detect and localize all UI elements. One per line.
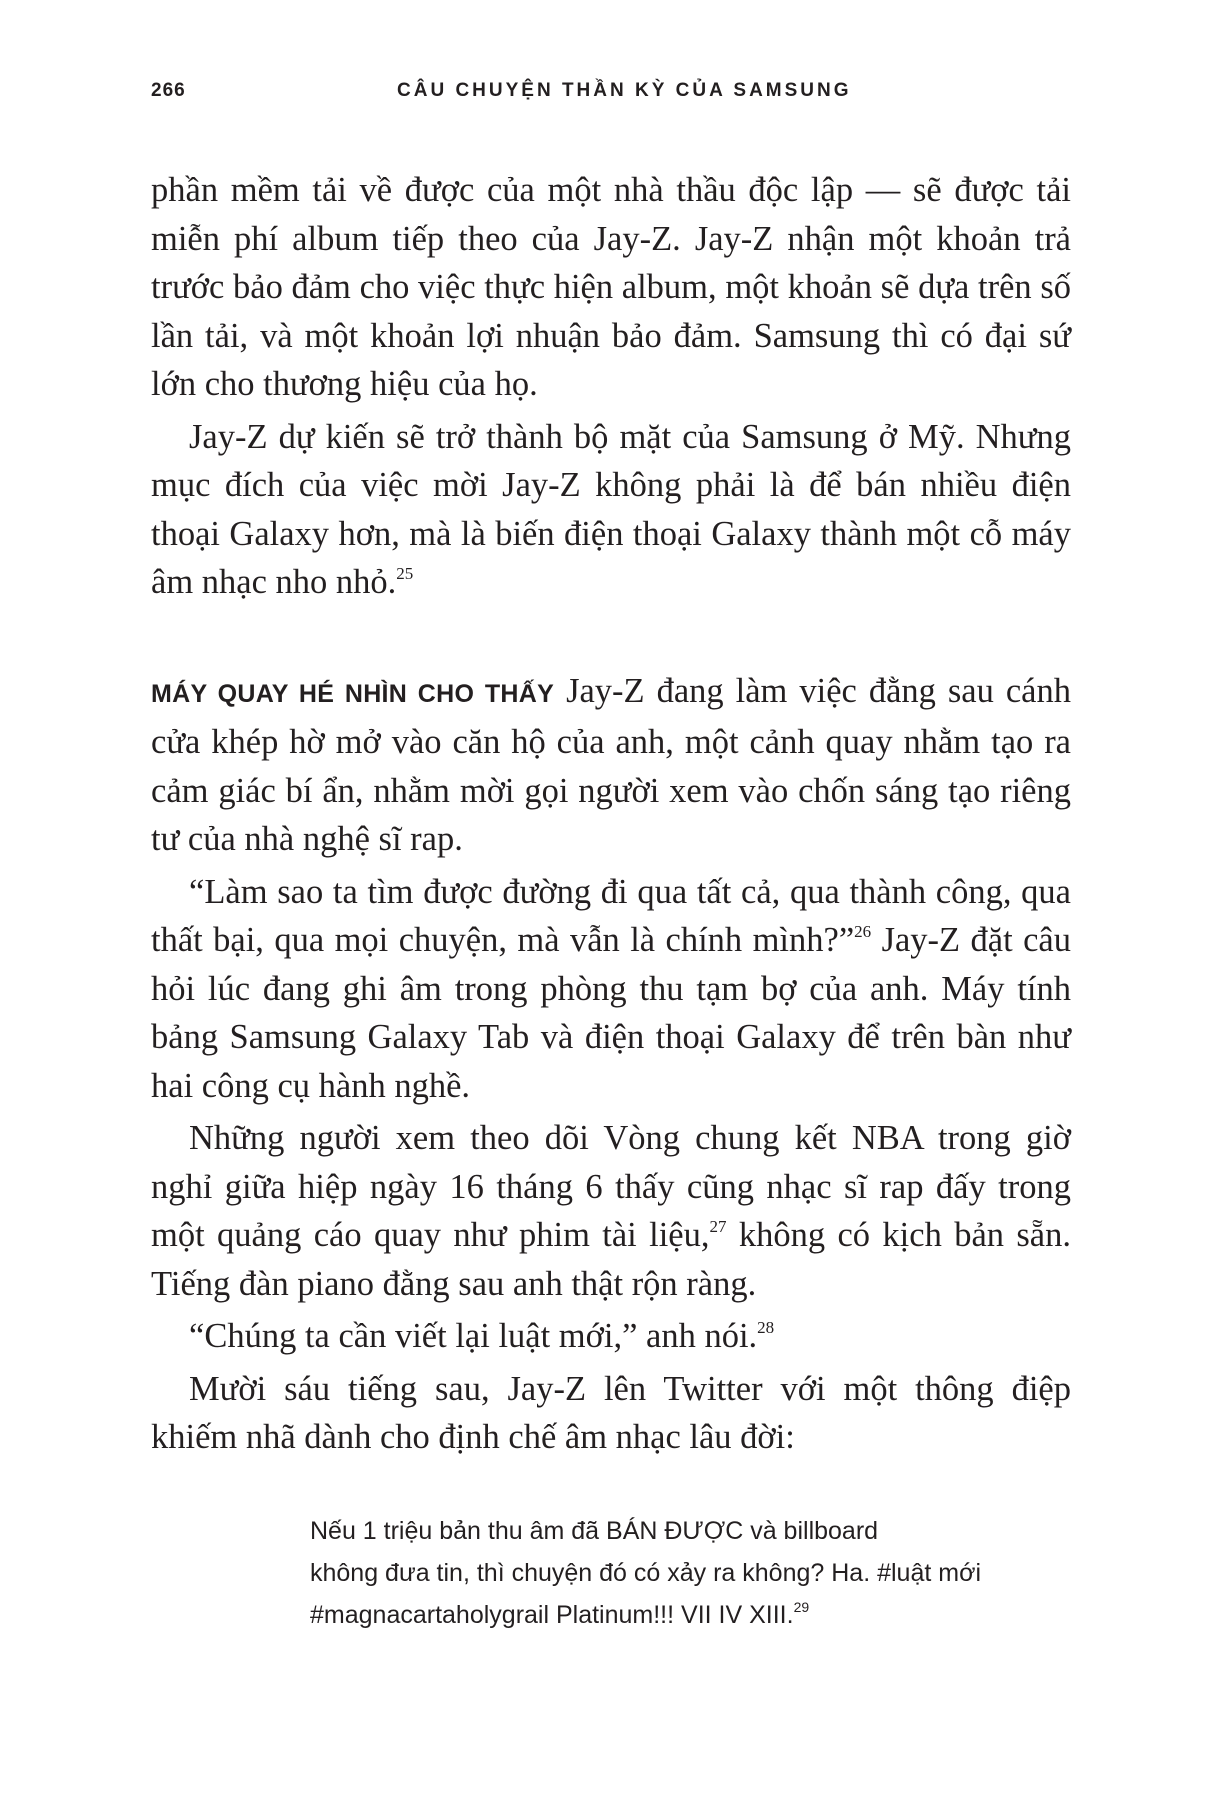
quote-line: Nếu 1 triệu bản thu âm đã BÁN ĐƯỢC và billboard xyxy=(310,1517,879,1545)
section-paragraph xyxy=(151,667,1071,864)
section-break xyxy=(151,611,1071,667)
body-text xyxy=(151,166,1071,1466)
paragraph-text: “Chúng ta cần viết lại luật mới,” anh nói. xyxy=(189,1317,758,1355)
footnote-marker: 28 xyxy=(757,1317,775,1337)
paragraph-text: “Làm sao ta tìm được đường đi qua tất cả, qua thành công, qua thất bại, qua mọi chuyện, mà vẫn là chính mình?” xyxy=(151,872,1071,959)
quote-line: không đưa tin, thì chuyện đó có xảy ra không? Ha. #luật mới xyxy=(310,1559,982,1587)
paragraph-text: Jay-Z đặt câu hỏi lúc đang ghi âm trong phòng thu tạm bợ của anh. Máy tính bảng Samsung Galaxy Tab và điện thoại Galaxy để trên bàn như hai công cụ hành nghề. xyxy=(151,921,1071,1105)
paragraph xyxy=(151,868,1071,1111)
paragraph xyxy=(151,1114,1071,1308)
footnote-marker: 27 xyxy=(709,1216,727,1236)
footnote-marker: 29 xyxy=(793,1598,810,1615)
tweet-quote xyxy=(310,1510,1050,1636)
section-lead-in: MÁY QUAY HÉ NHÌN CHO THẤY xyxy=(151,679,555,708)
paragraph-text: Jay-Z dự kiến sẽ trở thành bộ mặt của Samsung ở Mỹ. Nhưng mục đích của việc mời Jay-Z không phải là để bán nhiều điện thoại Galaxy hơn, mà là biến điện thoại Galaxy thành một cỗ máy âm nhạc nho nhỏ. xyxy=(151,417,1071,601)
paragraph-text: phần mềm tải về được của một nhà thầu độc lập — sẽ được tải miễn phí album tiếp theo của Jay-Z. Jay-Z nhận một khoản trả trước bảo đảm cho việc thực hiện album, một khoản sẽ dựa trên số lần tải, và một khoản lợi nhuận bảo đảm. Samsung thì có đại sứ lớn cho thương hiệu của họ. xyxy=(151,171,1071,403)
footnote-marker: 26 xyxy=(854,921,872,941)
paragraph xyxy=(151,413,1071,607)
paragraph xyxy=(151,1365,1071,1462)
running-title: CÂU CHUYỆN THẦN KỲ CỦA SAMSUNG xyxy=(397,80,852,101)
quote-text: #magnacartaholygrail Platinum!!! VII IV XIII. xyxy=(310,1601,794,1629)
paragraph-text: Jay-Z đang làm việc đằng sau cánh cửa khép hờ mở vào căn hộ của anh, một cảnh quay nhằm tạo ra cảm giác bí ẩn, nhằm mời gọi người xem vào chốn sáng tạo riêng tư của nhà nghệ sĩ rap. xyxy=(151,671,1071,858)
paragraph-continuation xyxy=(151,166,1071,409)
paragraph-text: Những người xem theo dõi Vòng chung kết NBA trong giờ nghỉ giữa hiệp ngày 16 tháng 6 thấy cũng nhạc sĩ rap đấy trong một quảng cáo quay như phim tài liệu, xyxy=(151,1119,1071,1254)
page-number: 266 xyxy=(151,80,186,101)
paragraph xyxy=(151,1312,1071,1361)
footnote-marker: 25 xyxy=(396,563,414,583)
page-header xyxy=(151,80,1071,110)
paragraph-text: không có kịch bản sẵn. Tiếng đàn piano đằng sau anh thật rộn ràng. xyxy=(151,1216,1071,1303)
quote-line xyxy=(310,1594,1050,1636)
paragraph-text: Mười sáu tiếng sau, Jay-Z lên Twitter với một thông điệp khiếm nhã dành cho định chế âm nhạc lâu đời: xyxy=(151,1369,1071,1456)
